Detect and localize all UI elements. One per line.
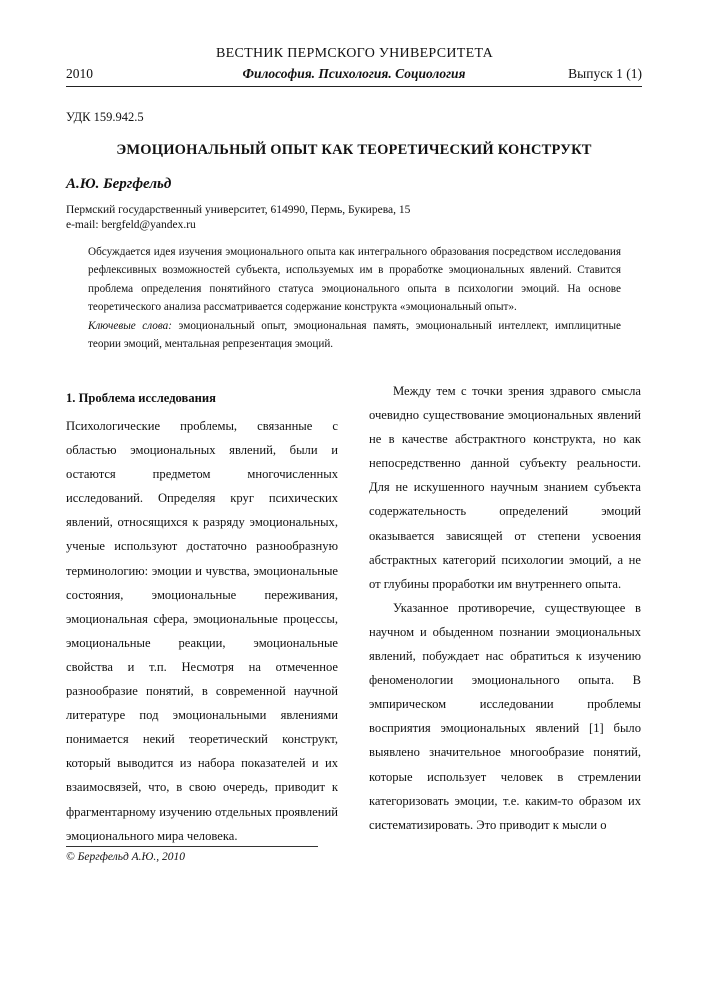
- header-year: 2010: [66, 66, 93, 81]
- author-name: А.Ю. Бергфельд: [66, 176, 172, 192]
- udk-code: УДК 159.942.5: [66, 110, 144, 124]
- affiliation: Пермский государственный университет, 614990, Пермь, Букирева, 15: [66, 204, 411, 216]
- journal-title: ВЕСТНИК ПЕРМСКОГО УНИВЕРСИТЕТА: [215, 46, 494, 61]
- abstract: [88, 243, 621, 353]
- right-column: [369, 379, 641, 837]
- keywords-label: Ключевые слова:: [88, 319, 172, 332]
- header-section: Философия. Психология. Социология: [242, 66, 466, 81]
- affiliation-block: [66, 203, 410, 233]
- article-title: ЭМОЦИОНАЛЬНЫЙ ОПЫТ КАК ТЕОРЕТИЧЕСКИЙ КОНСТРУКТ: [116, 142, 592, 158]
- abstract-text: Обсуждается идея изучения эмоционального опыта как интегрального образования посредством исследования рефлексивных возможностей субъекта, используемых им в проработке эмоциональных явлений. Ставится проблема определения понятийного статуса эмоционального опыта в психологии эмоций. На основе теоретического анализа рассматривается содержание конструкта «эмоциональный опыт».: [88, 246, 621, 314]
- keywords: [88, 317, 621, 354]
- body-paragraph: Указанное противоречие, существующее в научном и обыденном познании эмоциональных явлений, побуждает нас обратиться к изучению феноменологии эмоционального опыта. В эмпирическом исследовании проблемы восприятия эмоциональных явлений [1] было выявлено значительное многообразие понятий, которые использует человек в стремлении категоризовать эмоции, т.е. каким-то образом их систематизировать. Это приводит к мысли о: [369, 600, 641, 832]
- body-paragraph: Психологические проблемы, связанные с областью эмоциональных явлений, были и остаются предметом многочисленных исследований. Определяя круг психических явлений, относящихся к разряду эмоциональных, ученые используют достаточно разнообразную терминологию: эмоции и чувства, эмоциональные состояния, эмоциональные переживания, эмоциональная сфера, эмоциональные процессы, эмоциональные реакции, эмоциональные свойства и т.п. Несмотря на отмеченное разнообразие понятий, в современной научной литературе под эмоциональными явлениями понимается некий теоретический конструкт, который выводится из набора показателей и их взаимосвязей, что, в свою очередь, приводит к фрагментарному изучению отдельных проявлений эмоционального мира человека.: [66, 419, 338, 843]
- header-issue: Выпуск 1 (1): [568, 66, 642, 81]
- running-header: [66, 66, 642, 84]
- body-paragraph: Между тем с точки зрения здравого смысла очевидно существование эмоциональных явлений не в качестве абстрактного конструкта, но как непосредственно данной субъекту реальности. Для не искушенного научным знанием субъекта содержательность определений эмоций оказывается зависящей от степени усвоения абстрактных категорий психологии эмоций, а не от глубины проработки им внутреннего опыта.: [369, 384, 641, 591]
- left-column: [66, 388, 338, 848]
- footnote-rule: [66, 846, 318, 847]
- header-rule: [66, 86, 642, 87]
- keywords-text: эмоциональный опыт, эмоциональная память, эмоциональный интеллект, имплицитные теории эмоций, ментальная репрезентация эмоций.: [88, 319, 621, 351]
- author-email: e-mail: bergfeld@yandex.ru: [66, 219, 196, 231]
- section-heading: 1. Проблема исследования: [66, 391, 216, 405]
- copyright-note: © Бергфельд А.Ю., 2010: [66, 851, 186, 863]
